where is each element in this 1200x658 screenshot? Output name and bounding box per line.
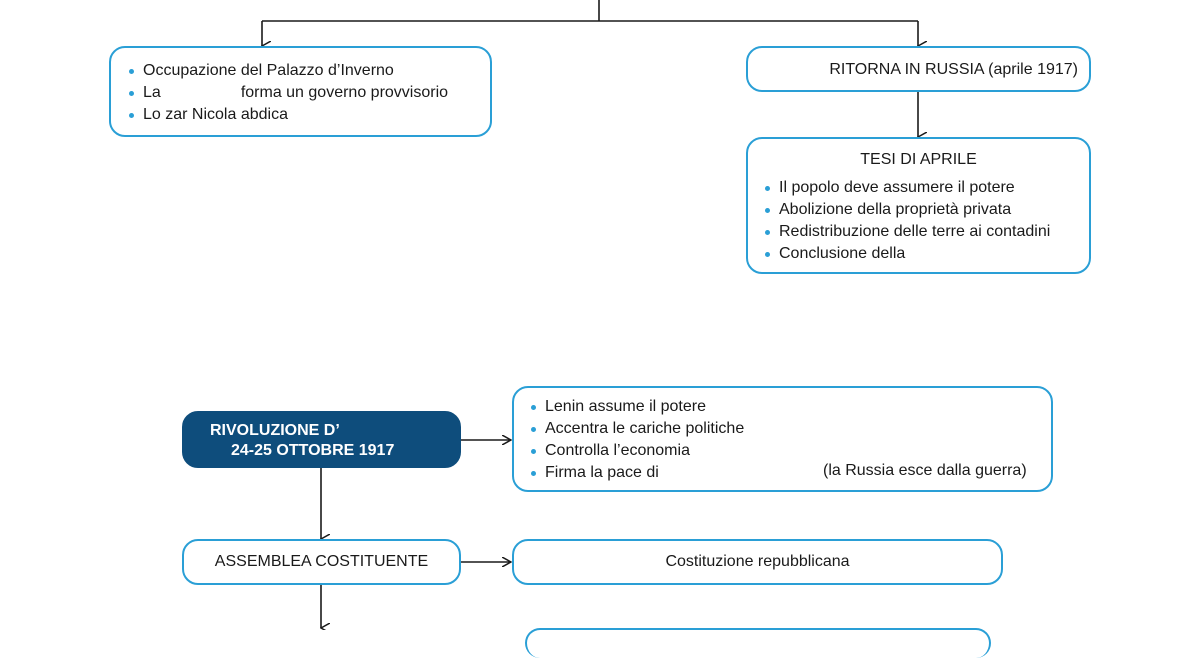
- assembly-box: [182, 539, 461, 585]
- events-box: [109, 46, 492, 137]
- revolution-title-line1: RIVOLUZIONE D’: [210, 422, 340, 439]
- lenin-list: [530, 396, 744, 484]
- list-item: Accentra le cariche politiche: [530, 418, 744, 440]
- lenin-last-suffix: (la Russia esce dalla guerra): [823, 462, 1027, 479]
- revolution-box: [182, 411, 461, 468]
- constitution-box: [512, 539, 1003, 585]
- list-item: Conclusione della: [764, 243, 1050, 265]
- list-item: Redistribuzione delle terre ai contadini: [764, 221, 1050, 243]
- tesi-list: [764, 177, 1050, 265]
- list-item: Controlla l’economia: [530, 440, 744, 462]
- list-item: Lo zar Nicola abdica: [128, 104, 490, 126]
- ritorna-label: RITORNA IN RUSSIA (aprile 1917): [829, 61, 1078, 78]
- list-item: Il popolo deve assumere il potere: [764, 177, 1050, 199]
- revolution-title-line2: 24-25 OTTOBRE 1917: [231, 442, 395, 459]
- list-item: Occupazione del Palazzo d’Inverno: [128, 60, 490, 82]
- constitution-label: Costituzione repubblicana: [665, 553, 850, 570]
- tesi-title: TESI DI APRILE: [860, 151, 977, 168]
- list-item: Abolizione della proprietà privata: [764, 199, 1050, 221]
- list-item: Firma la pace di: [530, 462, 744, 484]
- ritorna-box: [746, 46, 1091, 92]
- next-box-partial: [525, 628, 991, 658]
- events-list: [128, 60, 490, 126]
- assembly-label: ASSEMBLEA COSTITUENTE: [214, 553, 429, 570]
- lenin-box: [512, 386, 1053, 492]
- list-item: La forma un governo provvisorio: [128, 82, 490, 104]
- tesi-box: [746, 137, 1091, 274]
- list-item: Lenin assume il potere: [530, 396, 744, 418]
